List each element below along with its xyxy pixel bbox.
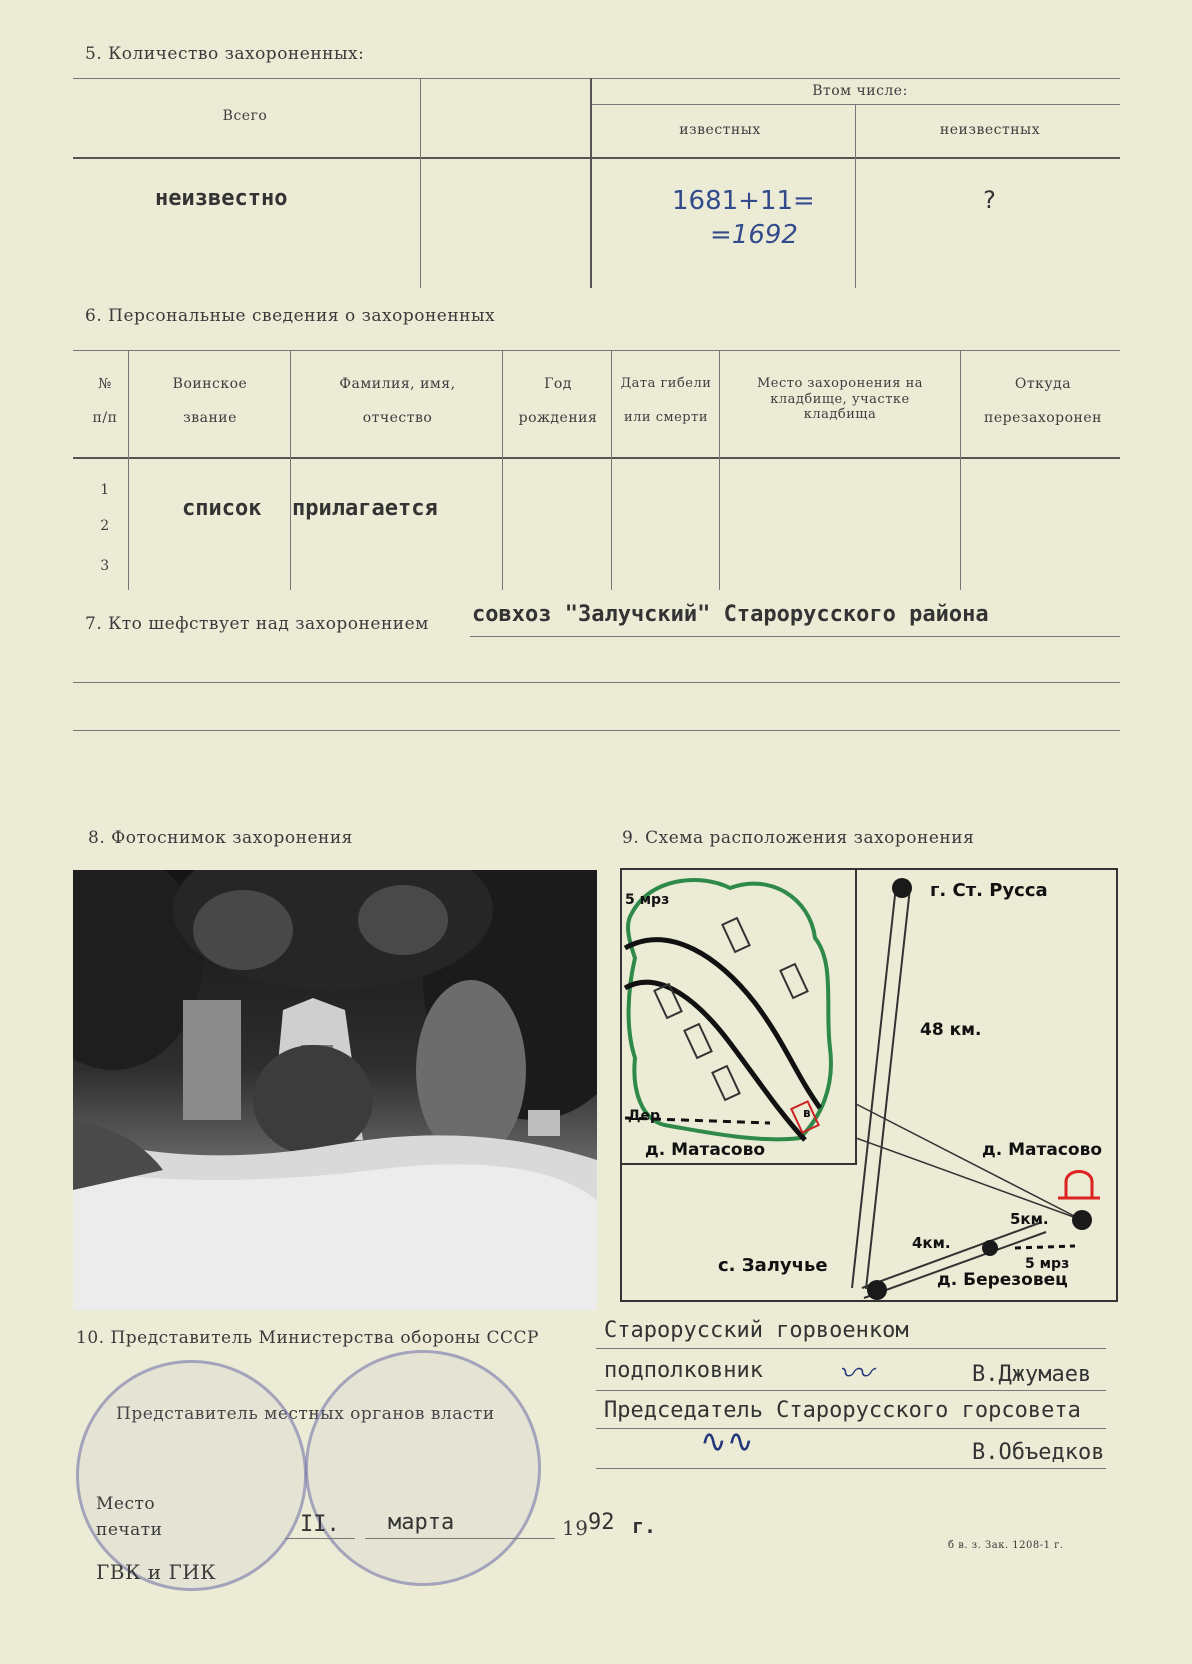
map-label-zaluchye: с. Залучье [718,1255,828,1276]
official-seal-right [305,1350,541,1586]
section-8-title: 8. Фотоснимок захоронения [88,828,353,848]
point-zaluchye [867,1280,887,1300]
hdr-num-2: п/п [92,410,118,426]
hdr-place: Место захоронения на кладбище, участке кладбища [756,376,924,423]
date-year-suffix: 92 [588,1510,615,1535]
table6-top-line [73,350,1120,351]
list-note-part1: список [182,496,262,521]
memorial-bush [253,1045,373,1155]
table6-divider-4 [611,350,612,590]
mod-name: В.Джумаев [972,1362,1092,1387]
blank-line-2 [73,730,1120,731]
seal-place-label-3: ГВК и ГИК [96,1560,217,1584]
point-matasovo [1072,1210,1092,1230]
patron-underline [470,636,1120,637]
total-value: неизвестно [155,186,288,211]
map-label-road-top: 5 мрз [625,892,670,908]
col-unknown-header: неизвестных [939,122,1041,138]
hdr-from-2: перезахоронен [983,410,1102,426]
date-day: II. [300,1512,340,1537]
mod-line-2 [596,1390,1106,1391]
hdr-rank-2: звание [183,410,237,426]
print-mark: б в. з. Зак. 1208-1 г. [948,1540,1064,1551]
unknown-value: ? [982,186,997,214]
hdr-name-2: отчество [362,410,433,426]
seal-place-label-2: печати [96,1520,163,1540]
local-authority-title: Представитель местных органов власти [116,1404,495,1424]
date-month-line [365,1538,555,1539]
map-label-site-marker: в [803,1106,811,1120]
burial-scheme-map [620,868,1120,1304]
blank-line-1 [73,682,1120,683]
table6-divider-2 [290,350,291,590]
mod-rank: подполковник [604,1358,763,1383]
memorial-stele-left [183,1000,241,1120]
date-year-prefix: 19 [562,1516,589,1540]
row-num-3: 3 [100,558,110,574]
map-label-4km: 4км. [912,1234,951,1252]
map-label-road-left: Дер [628,1108,660,1124]
map-label-berezovets: д. Березовец [937,1270,1068,1290]
known-value-line2: =1692 [710,220,798,250]
known-value-line1: 1681+11= [672,186,815,216]
point-staraya-russa [892,878,912,898]
hdr-rank-1: Воинское [172,376,248,392]
seal-place-label-1: Место [96,1494,156,1514]
mod-signature: 〰 [838,1354,872,1394]
map-label-matasovo-left: д. Матасово [645,1140,766,1160]
memorial-photo-drawing [73,870,597,1310]
local-position: Председатель Старорусского горсовета [604,1398,1081,1423]
row-num-1: 1 [100,482,110,498]
local-signature: ∿∿ [700,1422,754,1460]
date-g: г. [632,1514,657,1538]
table5-divider-3 [855,104,856,288]
map-label-48km: 48 км. [920,1020,982,1040]
hdr-from-1: Откуда [1014,376,1072,392]
table6-divider-5 [719,350,720,590]
section-9-title: 9. Схема расположения захоронения [622,828,975,848]
memorial-photo [73,870,597,1310]
table6-header-line [73,457,1120,459]
table6-divider-6 [960,350,961,590]
table6-divider-1 [128,350,129,590]
row-num-2: 2 [100,518,110,534]
table5-divider-2 [590,78,592,288]
date-day-line [285,1538,355,1539]
hdr-death-1: Дата гибели [620,376,712,391]
col-known-header: известных [679,122,761,138]
hdr-num-1: № [98,376,112,392]
cemetery-boundary [628,880,831,1139]
table5-top-line [73,78,1120,79]
local-line-2 [596,1468,1106,1469]
date-month: марта [388,1510,455,1535]
table5-header-line [73,157,1120,159]
map-label-staraya-russa: г. Ст. Русса [930,880,1048,901]
hdr-name-1: Фамилия, имя, [339,376,456,392]
hdr-birth-2: рождения [518,410,598,426]
mod-organization: Старорусский горвоенком [604,1318,909,1343]
map-label-matasovo-right: д. Матасово [982,1140,1103,1160]
table6-divider-3 [502,350,503,590]
point-berezovets [982,1240,998,1256]
map-label-5km: 5км. [1010,1210,1049,1228]
table5-divider-1 [420,78,421,288]
local-name: В.Объедков [972,1440,1105,1465]
section-5-title: 5. Количество захороненных: [85,44,365,64]
hdr-birth-1: Год [544,376,572,392]
section-7-title: 7. Кто шефствует над захоронением [85,614,429,634]
official-seal-left [76,1360,307,1591]
section-6-title: 6. Персональные сведения о захороненных [85,306,496,326]
list-note-part2: прилагается [292,496,438,521]
local-line-1 [596,1428,1106,1429]
col-total-header: Всего [222,108,268,124]
col-group-header: Втом числе: [812,83,908,99]
patron-value: совхоз "Залучский" Старорусского района [472,602,989,627]
section-10-title: 10. Представитель Министерства обороны СССР [76,1328,539,1348]
map-label-road-right: 5 мрз [1025,1256,1070,1272]
hdr-death-2: или смерти [624,410,708,425]
